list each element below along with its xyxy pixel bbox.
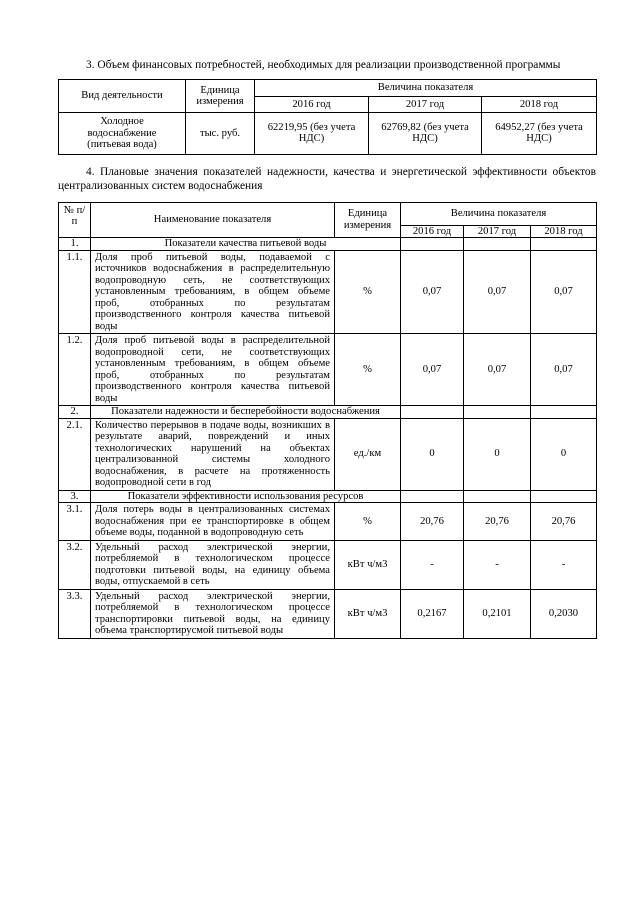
value-cell-2017: 62769,82 (без учета НДС) [369,113,482,155]
value-2018: 0,2030 [531,589,597,638]
value-2018: 0,07 [531,334,597,406]
value-2017: 20,76 [464,503,531,541]
row-num: 2.1. [59,418,91,490]
value-2018: 20,76 [531,503,597,541]
group-num: 3. [59,490,91,503]
value-cell-2018: 64952,27 (без учета НДС) [482,113,597,155]
group-title: Показатели эффективности использования ресурсов [91,490,401,503]
year-header-2018: 2018 год [531,225,597,238]
group-title: Показатели надежности и бесперебойности водоснабжения [91,406,401,419]
table-row [59,540,597,589]
col-header-unit: Единица измерения [335,202,401,238]
indicator-unit: % [335,250,401,334]
value-cell-2016: 62219,95 (без учета НДС) [255,113,369,155]
document-page [58,58,596,639]
year-header-2018: 2018 год [482,96,597,113]
table-row [59,589,597,638]
row-num: 3.1. [59,503,91,541]
value-2016: 20,76 [401,503,464,541]
table-row [59,334,597,406]
group-header-row [59,238,597,251]
row-num: 1.2. [59,334,91,406]
year-header-2016: 2016 год [401,225,464,238]
value-2018: 0 [531,418,597,490]
value-2018: 0,07 [531,250,597,334]
group-title: Показатели качества питьевой воды [91,238,401,251]
indicator-unit: % [335,503,401,541]
col-header-name: Наименование показателя [91,202,335,238]
indicator-name: Доля потерь воды в централизованных системах водоснабжения при ее транспортировке в общем объеме воды, поданной в водопроводную сеть [91,503,335,541]
indicator-name: Доля проб питьевой воды в распределительной водопроводной сети, не соответствующих установленным требованиям, в общем объеме проб, отобранных по результатам производственного контроля качества питьевой воды [91,334,335,406]
year-header-2017: 2017 год [369,96,482,113]
indicator-name: Доля проб питьевой воды, подаваемой с источников водоснабжения в распределительную водопроводную сеть, не соответствующих установленным требованиям, в общем объеме проб, отобранных по результатам производственного контроля качества питьевой воды [91,250,335,334]
indicator-unit: кВт ч/м3 [335,540,401,589]
section-4-heading: 4. Плановые значения показателей надежности, качества и энергетической эффективности объектов централизованных систем водоснабжения [58,165,596,192]
row-num: 3.2. [59,540,91,589]
indicator-name: Количество перерывов в подаче воды, возникших в результате аварий, повреждений и иных технологических нарушений на объектах централизованной системы холодного водоснабжения, в расчете на протяженность водопроводной сети в год [91,418,335,490]
row-num: 3.3. [59,589,91,638]
indicator-name: Удельный расход электрической энергии, потребляемой в технологическом процессе транспортировки питьевой воды, на единицу объема транспортирусмой питьевой воды [91,589,335,638]
value-2016: 0 [401,418,464,490]
group-num: 2. [59,406,91,419]
table-row [59,503,597,541]
table-row [59,250,597,334]
group-num: 1. [59,238,91,251]
value-2016: 0,07 [401,334,464,406]
value-2017: 0 [464,418,531,490]
financial-needs-table [58,79,597,155]
section-3-heading: 3. Объем финансовых потребностей, необходимых для реализации производственной программы [86,59,561,71]
table-row [59,113,597,155]
row-num: 1.1. [59,250,91,334]
value-2016: - [401,540,464,589]
value-2017: - [464,540,531,589]
indicator-unit: ед./км [335,418,401,490]
indicator-unit: % [335,334,401,406]
indicators-table [58,202,597,639]
unit-cell: тыс. руб. [186,113,255,155]
value-2017: 0,07 [464,250,531,334]
value-2016: 0,07 [401,250,464,334]
table-row [59,418,597,490]
group-header-row [59,406,597,419]
col-header-value: Величина показателя [401,202,597,225]
value-2018: - [531,540,597,589]
col-header-activity: Вид деятельности [59,80,186,113]
indicator-unit: кВт ч/м3 [335,589,401,638]
col-header-value: Величина показателя [255,80,597,97]
year-header-2016: 2016 год [255,96,369,113]
col-header-unit: Единица измерения [186,80,255,113]
activity-cell: Холодное водоснабжение (питьевая вода) [59,113,186,155]
value-2017: 0,2101 [464,589,531,638]
value-2017: 0,07 [464,334,531,406]
col-header-num: № п/п [59,202,91,238]
year-header-2017: 2017 год [464,225,531,238]
indicator-name: Удельный расход электрической энергии, потребляемой в технологическом процессе подготовки питьевой воды, на единицу объема воды, отпускаемой в сеть [91,540,335,589]
value-2016: 0,2167 [401,589,464,638]
group-header-row [59,490,597,503]
